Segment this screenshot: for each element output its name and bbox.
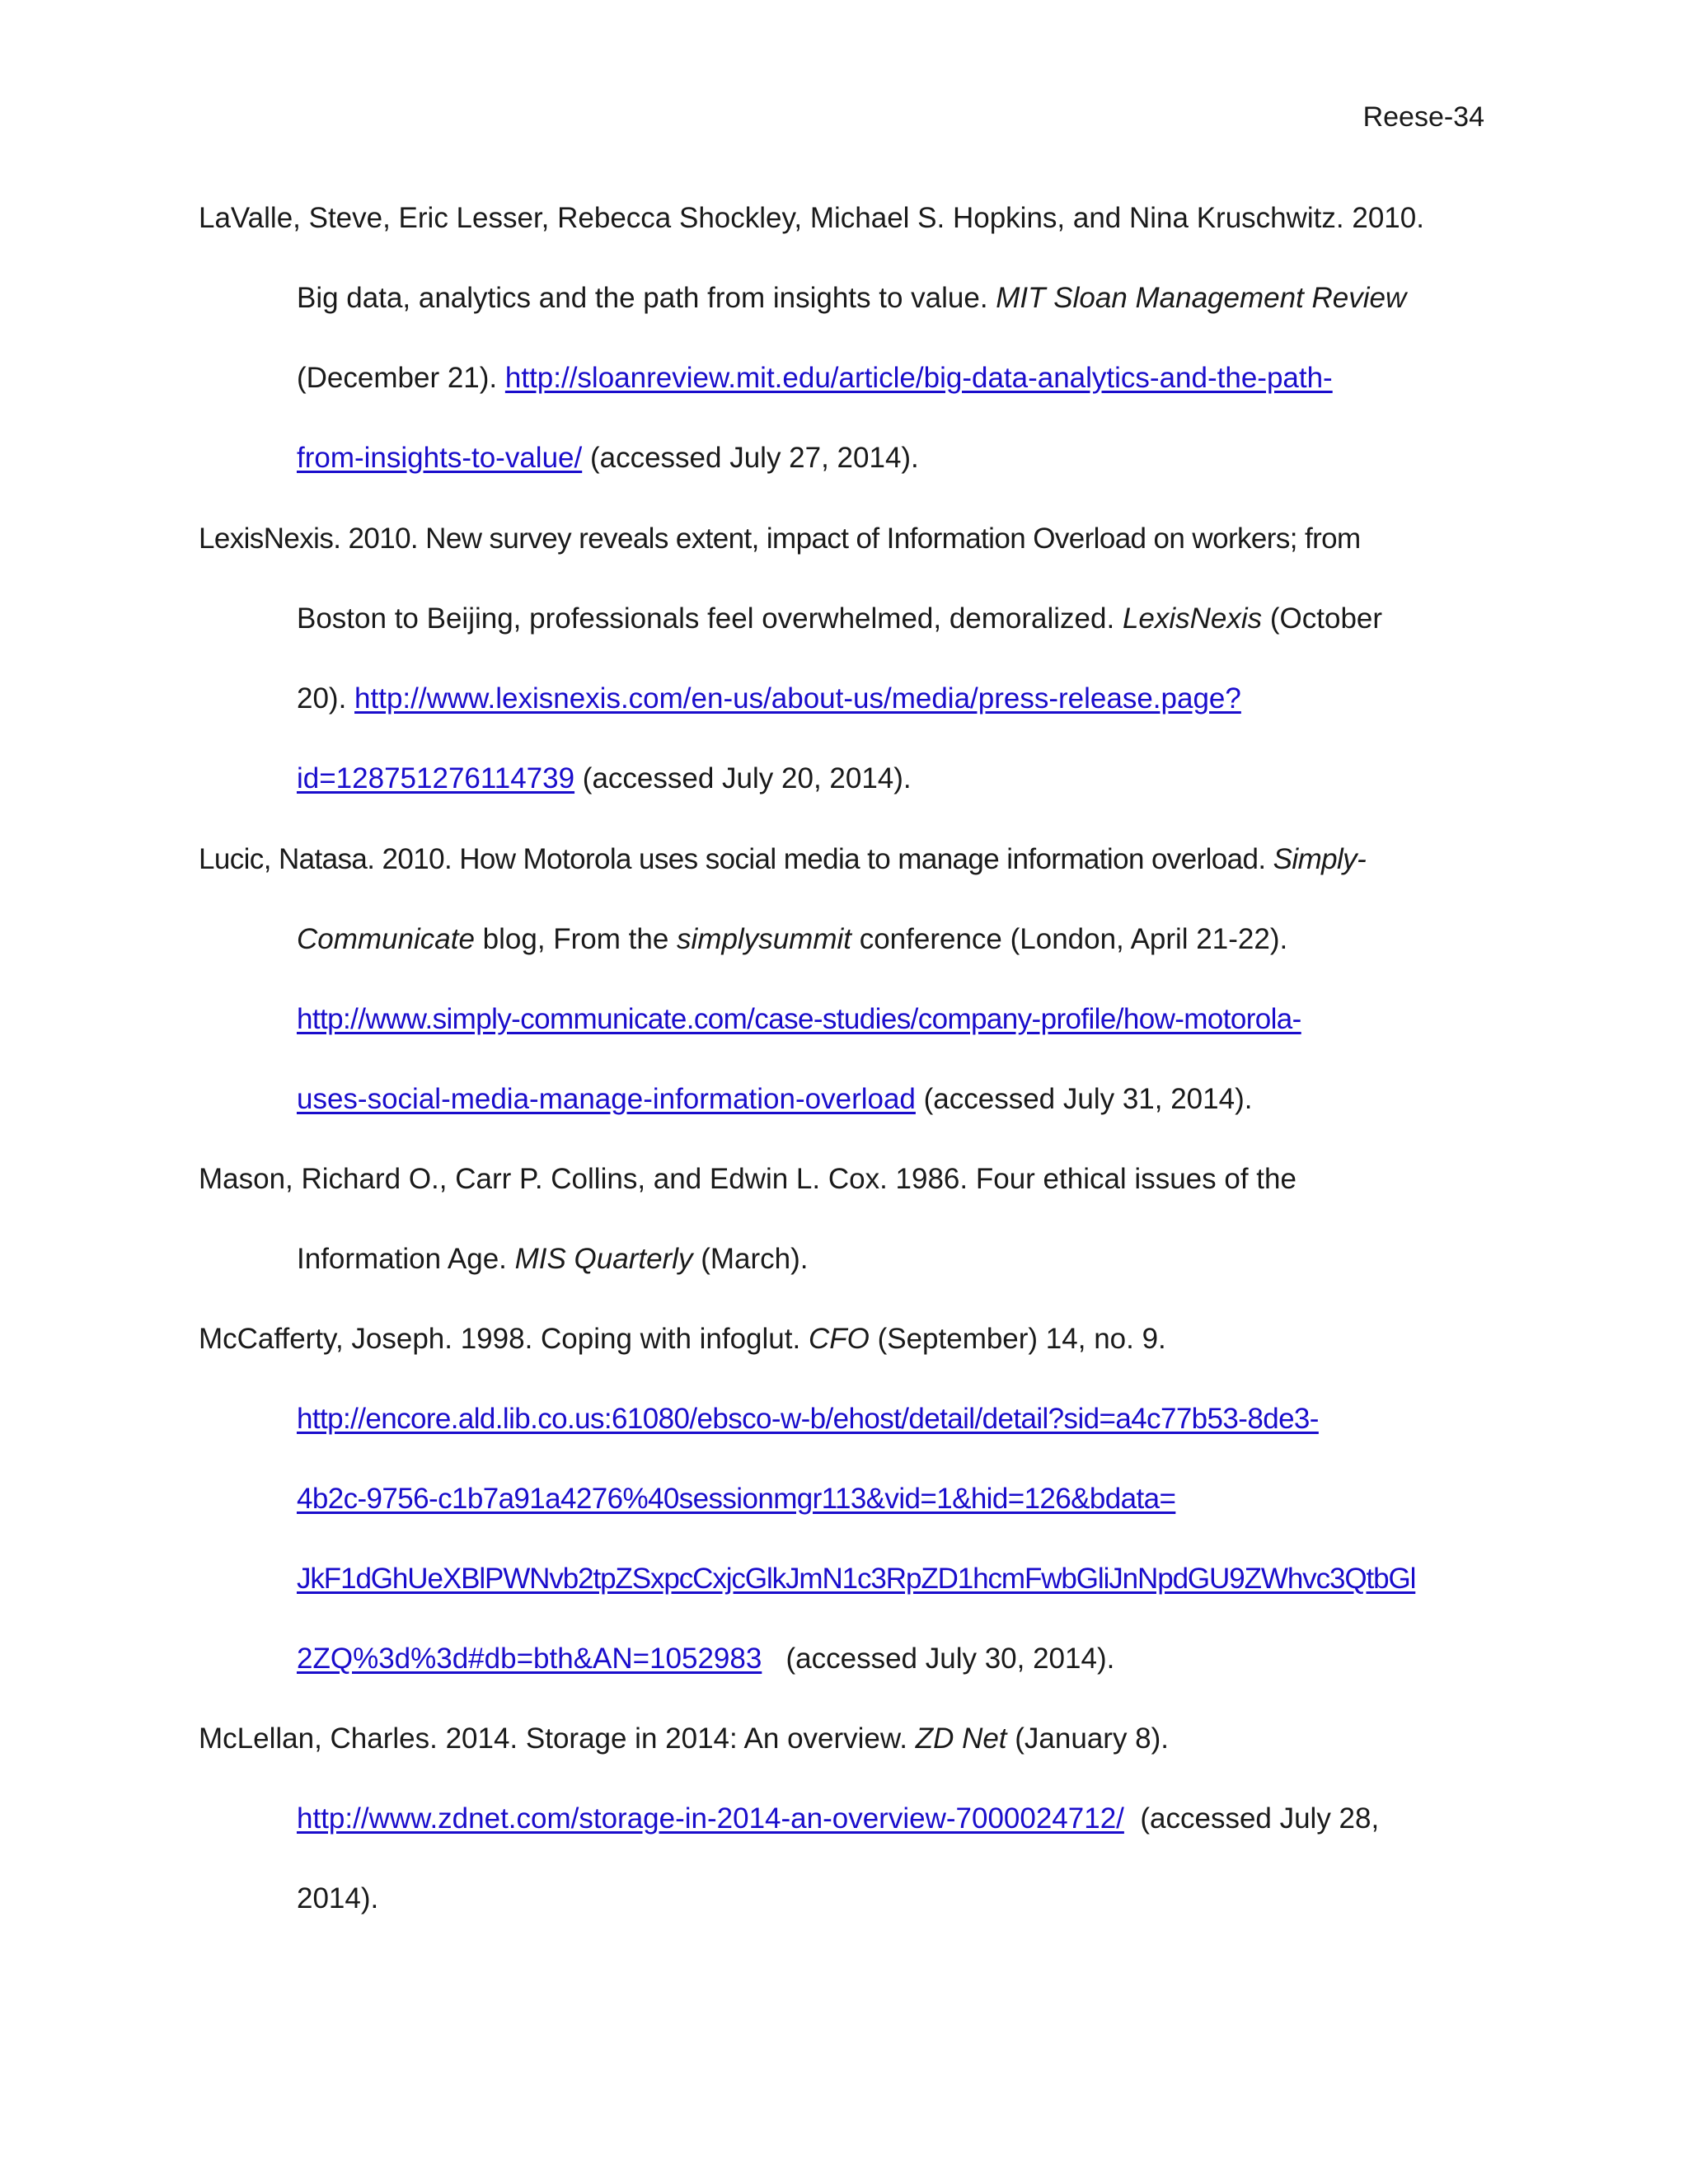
entry-lavalle-line-2: Big data, analytics and the path from insights to value. MIT Sloan Management Review [297, 282, 1407, 314]
journal-title: MIT Sloan Management Review [996, 282, 1407, 314]
entry-mccafferty-line-3 [297, 1481, 1175, 1517]
entry-lexisnexis-line-2: Boston to Beijing, professionals feel overwhelmed, demoralized. LexisNexis (October [297, 602, 1383, 635]
journal-title: CFO [808, 1323, 870, 1355]
url-link[interactable]: from-insights-to-value/ [297, 442, 583, 474]
conference-title: simplysummit [677, 923, 851, 955]
entry-lucic-line-3 [297, 1001, 1301, 1038]
entry-mccafferty-line-1: McCafferty, Joseph. 1998. Coping with infoglut. CFO (September) 14, no. 9. [199, 1323, 1166, 1355]
entry-lavalle-line-4: from-insights-to-value/ (accessed July 27, 2014). [297, 442, 919, 474]
entry-mclellan-line-3: 2014). [297, 1882, 379, 1915]
url-link[interactable]: http://sloanreview.mit.edu/article/big-data-analytics-and-the-path- [504, 362, 1333, 394]
entry-lavalle-line-3: (December 21). http://sloanreview.mit.edu/article/big-data-analytics-and-the-path- [297, 362, 1333, 394]
url-link[interactable]: http://www.simply-communicate.com/case-studies/company-profile/how-motorola- [297, 1003, 1301, 1035]
url-link[interactable]: uses-social-media-manage-information-overload [297, 1083, 916, 1115]
entry-lavalle-line-1: LaValle, Steve, Eric Lesser, Rebecca Shockley, Michael S. Hopkins, and Nina Kruschwitz. 2010. [199, 202, 1424, 234]
journal-title: ZD Net [915, 1722, 1007, 1755]
journal-title: MIS Quarterly [514, 1243, 693, 1275]
page-header: Reese-34 [1362, 101, 1484, 133]
entry-mccafferty-line-4 [297, 1561, 1415, 1597]
entry-mccafferty-line-2 [297, 1401, 1319, 1437]
entry-mason-line-2: Information Age. MIS Quarterly (March). [297, 1243, 809, 1275]
url-link[interactable]: http://www.lexisnexis.com/en-us/about-us/media/press-release.page? [354, 682, 1241, 715]
entry-lucic-line-2: Communicate blog, From the simplysummit conference (London, April 21-22). [297, 923, 1288, 955]
entry-mason-line-1: Mason, Richard O., Carr P. Collins, and Edwin L. Cox. 1986. Four ethical issues of the [199, 1163, 1296, 1195]
url-link[interactable]: JkF1dGhUeXBlPWNvb2tpZSxpcCxjcGlkJmN1c3RpZD1hcmFwbGliJnNpdGU9ZWhvc3QtbGl [297, 1563, 1416, 1595]
entry-lexisnexis-line-3: 20). http://www.lexisnexis.com/en-us/about-us/media/press-release.page? [297, 682, 1241, 715]
url-link[interactable]: id=128751276114739 [297, 762, 575, 794]
journal-title: Communicate [297, 923, 475, 955]
entry-lexisnexis-line-4: id=128751276114739 (accessed July 20, 2014). [297, 762, 912, 794]
entry-mclellan-line-2: http://www.zdnet.com/storage-in-2014-an-overview-7000024712/ (accessed July 28, [297, 1802, 1380, 1835]
entry-mccafferty-line-5: 2ZQ%3d%3d#db=bth&AN=1052983 (accessed July 30, 2014). [297, 1643, 1115, 1675]
journal-title: Simply- [1273, 843, 1367, 875]
url-link[interactable]: 2ZQ%3d%3d#db=bth&AN=1052983 [297, 1643, 762, 1675]
url-link[interactable]: http://www.zdnet.com/storage-in-2014-an-overview-7000024712/ [297, 1802, 1124, 1835]
journal-title: LexisNexis [1122, 602, 1263, 635]
entry-lucic-line-1: Lucic, Natasa. 2010. How Motorola uses social media to manage information overload. Simply- [199, 843, 1367, 875]
entry-lexisnexis-line-1: LexisNexis. 2010. New survey reveals extent, impact of Information Overload on workers; from [199, 523, 1361, 555]
entry-mclellan-line-1: McLellan, Charles. 2014. Storage in 2014: An overview. ZD Net (January 8). [199, 1722, 1170, 1755]
url-link[interactable]: http://encore.ald.lib.co.us:61080/ebsco-w-b/ehost/detail/detail?sid=a4c77b53-8de3- [297, 1403, 1319, 1435]
url-link[interactable]: 4b2c-9756-c1b7a91a4276%40sessionmgr113&vid=1&hid=126&bdata= [297, 1483, 1176, 1515]
entry-lucic-line-4: uses-social-media-manage-information-overload (accessed July 31, 2014). [297, 1083, 1253, 1115]
